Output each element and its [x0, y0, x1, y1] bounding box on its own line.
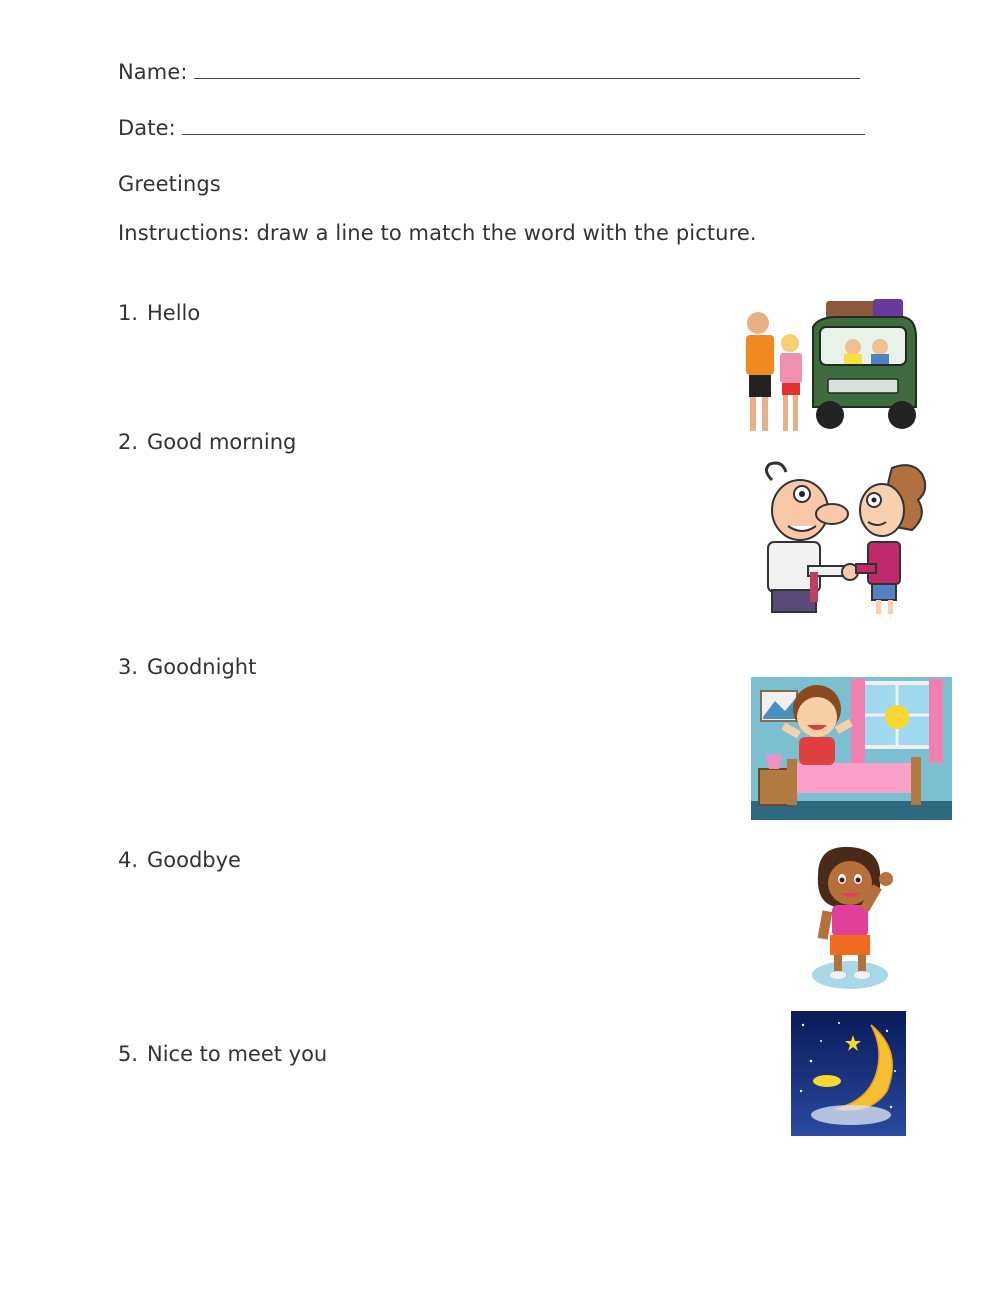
list-item-3 [118, 655, 256, 679]
list-item-1 [118, 301, 200, 325]
list-item-2 [118, 430, 296, 454]
moon-night-sky-image [791, 1011, 906, 1136]
item-number: 3. [118, 655, 139, 679]
name-label: Name: [118, 60, 188, 84]
item-number: 1. [118, 301, 139, 325]
item-word: Nice to meet you [147, 1042, 328, 1066]
name-line [118, 60, 860, 84]
list-item-4 [118, 848, 241, 872]
item-word: Good morning [147, 430, 297, 454]
date-label: Date: [118, 116, 176, 140]
item-number: 4. [118, 848, 139, 872]
people-shaking-hands-image [752, 460, 932, 620]
child-waking-up-image [751, 677, 952, 820]
item-word: Goodbye [147, 848, 241, 872]
instructions-text: Instructions: draw a line to match the word with the picture. [118, 221, 757, 245]
name-field[interactable] [194, 60, 860, 79]
item-word: Goodnight [147, 655, 257, 679]
family-waving-car-image [738, 297, 920, 437]
item-number: 5. [118, 1042, 139, 1066]
list-item-5 [118, 1042, 327, 1066]
date-line [118, 116, 865, 140]
date-field[interactable] [182, 116, 865, 135]
item-word: Hello [147, 301, 201, 325]
item-number: 2. [118, 430, 139, 454]
worksheet-title: Greetings [118, 172, 221, 196]
girl-waving-image [800, 845, 900, 990]
